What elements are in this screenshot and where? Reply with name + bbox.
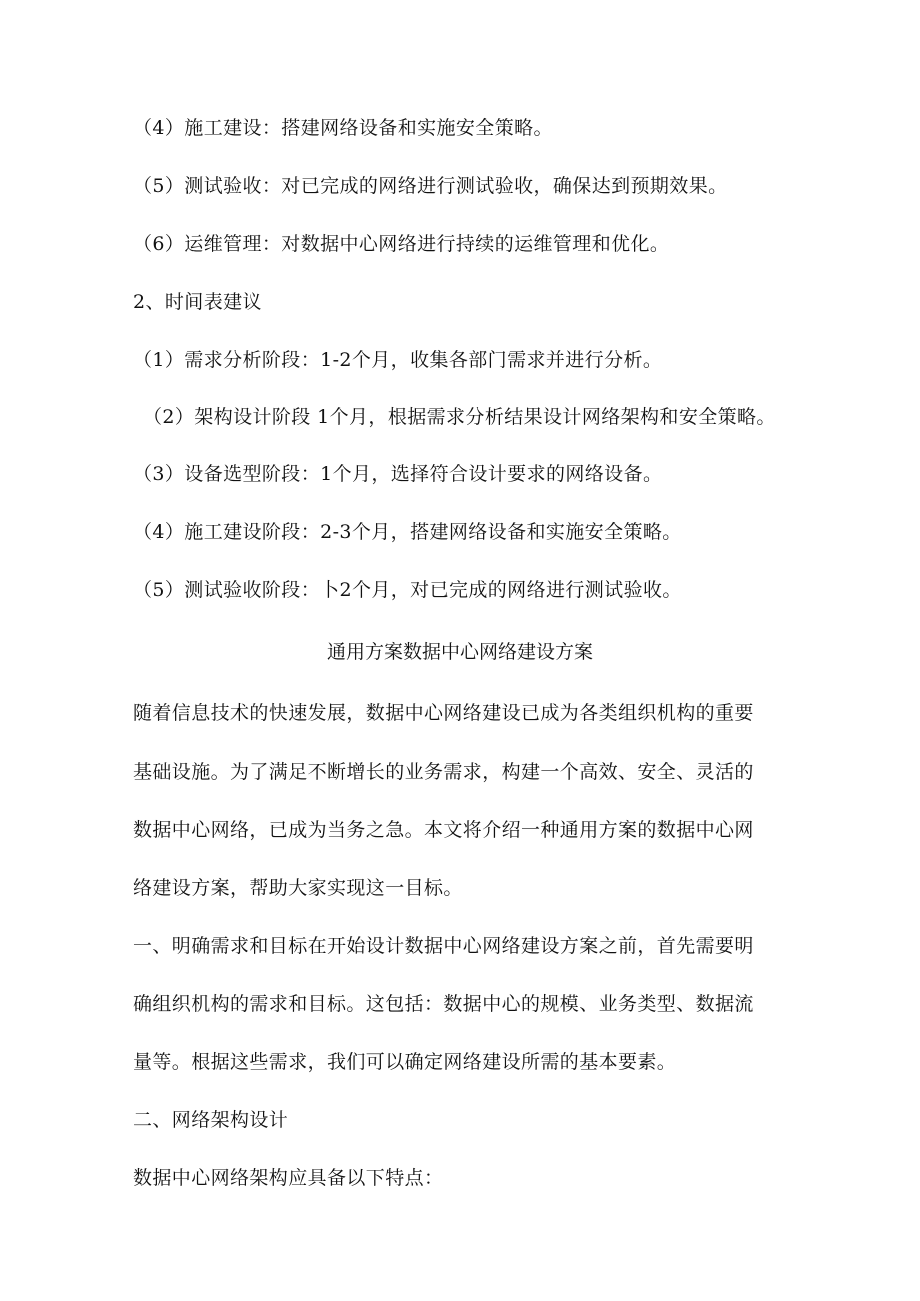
timeline-heading: 2、时间表建议 <box>133 291 262 313</box>
section1-line-3: 量等。根据这些需求，我们可以确定网络建设所需的基本要素。 <box>133 1051 677 1073</box>
timeline-item-5: （5）测试验收阶段：卜2个月，对已完成的网络进行测试验收。 <box>133 579 682 601</box>
timeline-item-4: （4）施工建设阶段：2-3个月，搭建网络设备和实施安全策略。 <box>133 521 682 543</box>
list-item-operations: （6）运维管理：对数据中心网络进行持续的运维管理和优化。 <box>133 233 670 255</box>
timeline-item-3: （3）设备选型阶段：1个月，选择符合设计要求的网络设备。 <box>133 463 663 485</box>
timeline-item-2: （2）架构设计阶段 1个月，根据需求分析结果设计网络架构和安全策略。 <box>143 406 776 428</box>
intro-line-4: 络建设方案，帮助大家实现这一目标。 <box>133 877 463 899</box>
list-item-testing: （5）测试验收：对已完成的网络进行测试验收，确保达到预期效果。 <box>133 175 728 197</box>
section2-heading: 二、网络架构设计 <box>133 1109 289 1131</box>
section1-line-2: 确组织机构的需求和目标。这包括：数据中心的规模、业务类型、数据流 <box>133 993 754 1015</box>
intro-line-1: 随着信息技术的快速发展，数据中心网络建设已成为各类组织机构的重要 <box>133 702 754 724</box>
intro-line-3: 数据中心网络，已成为当务之急。本文将介绍一种通用方案的数据中心网 <box>133 819 754 841</box>
intro-line-2: 基础设施。为了满足不断增长的业务需求，构建一个高效、安全、灵活的 <box>133 761 754 783</box>
document-title: 通用方案数据中心网络建设方案 <box>326 641 593 663</box>
section2-line: 数据中心网络架构应具备以下特点： <box>133 1167 444 1189</box>
section1-line-1: 一、明确需求和目标在开始设计数据中心网络建设方案之前，首先需要明 <box>133 935 754 957</box>
list-item-construction: （4）施工建设：搭建网络设备和实施安全策略。 <box>133 117 553 139</box>
timeline-item-1: （1）需求分析阶段：1-2个月，收集各部门需求并进行分析。 <box>133 349 663 371</box>
